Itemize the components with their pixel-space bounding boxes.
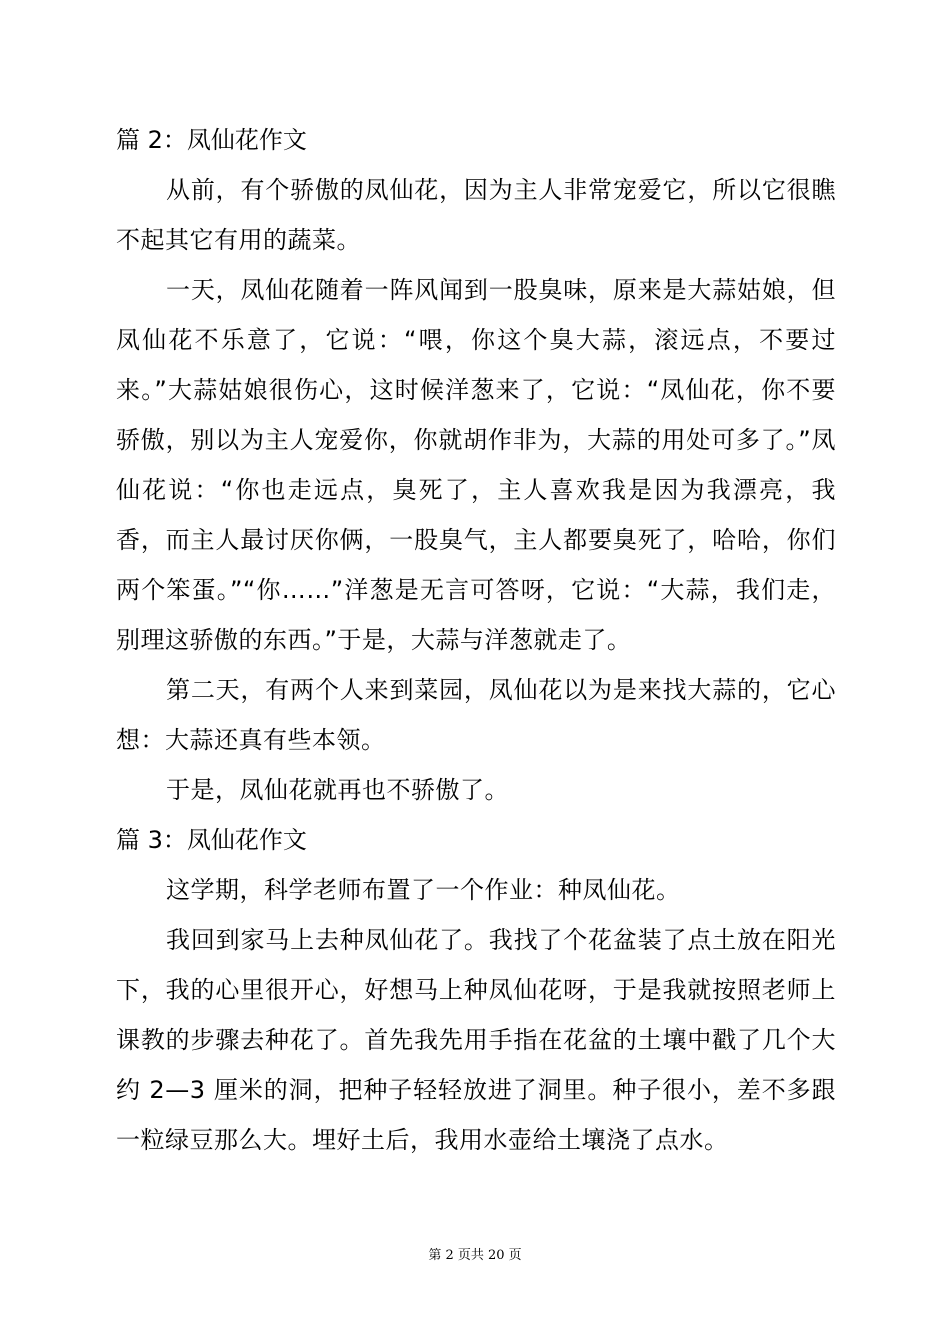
- paragraph: 于是，凤仙花就再也不骄傲了。: [166, 776, 509, 804]
- paragraph: 我回到家马上去种凤仙花了。我找了个花盆装了点土放在阳光下，我的心里很开心，好想马上种凤仙花呀，于是我就按照老师上课教的步骤去种花了。首先我先用手指在花盆的土壤中戳了几个大约 2—3 厘米的洞，把种子轻轻放进了洞里。种子很小，差不多跟一粒绿豆那么大。埋好土后，我用水壶给土壤浇了点水。: [116, 926, 836, 1154]
- paragraph: 从前，有个骄傲的凤仙花，因为主人非常宠爱它，所以它很瞧不起其它有用的蔬菜。: [116, 176, 836, 254]
- paragraph: 这学期，科学老师布置了一个作业：种凤仙花。: [166, 876, 681, 904]
- document-body: [116, 115, 836, 1165]
- section-heading: 篇 3：凤仙花作文: [116, 826, 307, 854]
- section-heading: 篇 2：凤仙花作文: [116, 126, 307, 154]
- page-number: 第 2 页共 20 页: [428, 1248, 522, 1263]
- paragraph: 第二天，有两个人来到菜园，凤仙花以为是来找大蒜的，它心想：大蒜还真有些本领。: [116, 676, 836, 754]
- paragraph: 一天，凤仙花随着一阵风闻到一股臭味，原来是大蒜姑娘，但凤仙花不乐意了，它说：“喂，你这个臭大蒜，滚远点，不要过来。”大蒜姑娘很伤心，这时候洋葱来了，它说：“凤仙花，你不要骄傲，别以为主人宠爱你，你就胡作非为，大蒜的用处可多了。”凤仙花说：“你也走远点，臭死了，主人喜欢我是因为我漂亮，我香，而主人最讨厌你俩，一股臭气，主人都要臭死了，哈哈，你们两个笨蛋。”“你……”洋葱是无言可答呀，它说：“大蒜，我们走，别理这骄傲的东西。”于是，大蒜与洋葱就走了。: [116, 276, 836, 654]
